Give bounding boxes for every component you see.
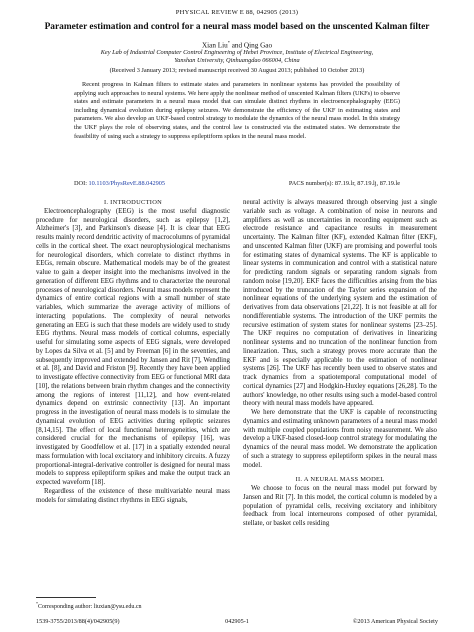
doi-link[interactable]: 10.1103/PhysRevE.88.042905 — [88, 180, 166, 187]
section-heading-introduction: I. INTRODUCTION — [103, 199, 163, 206]
author-first: Xian Liu — [201, 41, 228, 50]
author-rest: and Qing Gao — [229, 41, 273, 50]
footer-page-number: 042905-1 — [225, 618, 249, 625]
doi-block — [74, 180, 165, 188]
doi-label: DOI: — [74, 180, 89, 187]
paper-title: Parameter estimation and control for a neural mass model based on the unscented Kalman filter — [44, 22, 430, 32]
footer-copyright: ©2013 American Physical Society — [352, 618, 438, 625]
right-column — [243, 199, 437, 529]
affiliation-line-2: Yanshan University, Qinhuangdao 066004, China — [174, 57, 300, 64]
body-paragraph: Electroencephalography (EEG) is the most useful diagnostic procedure for neurological disorders, such as epilepsy [1,2], Alzheimer's [3], and Parkinson's disease [4]. It is clear that EEG results mainly record dendritic activity of macrocolumns of pyramidal cells in the cortical sheet. The exact neurophysiological mechanisms for neurological disorders, which correlate to distinct rhythms in EEGs, remain obscure. Mathematical models may be of the greatest value to gain a deeper insight into the mechanisms involved in the generation of different EEG rhythms and to characterize the neuronal processes of neurological disorders. Neural mass models represent the dynamics of entire cortical regions with a small number of state variables, which summarize the average activity of millions of interacting populations. The complexity of neural networks generating an EEG is such that these models are widely used to study EEG rhythms. Neural mass models of cortical columns, especially useful for simulating some aspects of EEG signals, were developed by Lopes da Silva et al. [5] and by Freeman [6] in the seventies, and subsequently improved and extended by Jansen and Rit [7], Wendling et al. [8], and David and Friston [9]. Recently they have been applied to investigate effective connectivity from EEG or functional MRI data [10], the relations between brain rhythm changes and the connectivity among the regions of interest [11,12], and how event-related dynamics depend on extrinsic connectivity [13]. An important progress in the investigation of neural mass models is to simulate the dynamical evolution of EEG activities during epileptic seizures [8,14,15]. The effect of local functional heterogeneities, which are considered crucial for the mechanisms of epilepsy [16], was investigated by Goodfellow et al. [17] in a spatially extended neural mass formulation with local excitatory and inhibitory circuits. A fuzzy proportional-integral-derivative controller is designed for neural mass models to suppress epileptiform spikes and make the output track an expected waveform [18]. — [36, 207, 230, 486]
footnote-text: Corresponding author: liuxian@ysu.edu.cn — [38, 604, 142, 610]
footer-issn: 1539-3755/2013/88(4)/042905(9) — [36, 618, 120, 625]
section-heading-neural-mass-model: II. A NEURAL MASS MODEL — [295, 476, 385, 484]
pacs-numbers: PACS number(s): 87.19.lr, 87.19.lj, 87.19.le — [288, 180, 400, 187]
body-paragraph: We choose to focus on the neural mass model put forward by Jansen and Rit [7]. In this model, the cortical column is modeled by a population of pyramidal cells, receiving excitatory and inhibitory feedback from local interneurons composed of other pyramidal, stellate, or basket cells residing — [243, 485, 437, 527]
footnote — [36, 600, 142, 611]
abstract: Recent progress in Kalman filters to estimate states and parameters in nonlinear systems has provided the possibility of applying such approaches to neural systems. We here apply the nonlinear method of unscented Kalman filters (UKFs) to observe states and estimate parameters in a neural mass model that can simulate distinct rhythms in electroencephalography (EEG) including dynamical evolution during epilepsy seizures. We demonstrate the efficiency of the UKF in estimating states and parameters. We also develop an UKF-based control strategy to modulate the dynamics of the neural mass model. In this strategy the UKF plays the role of observing states, and the control law is constructed via the estimated states. We demonstrate the feasibility of using such a strategy to suppress epileptiform spikes in the neural mass model. — [74, 81, 400, 140]
received-dates: (Received 3 January 2013; revised manuscript received 30 August 2013; published 10 October 2013) — [109, 67, 365, 74]
body-paragraph: neural activity is always measured through observing just a single variable such as voltage. A combination of noise in neurons and amplifiers as well as uncertainties in recording equipment such as electrode resistance and capacitance results in measurement uncertainty. The Kalman filter (KF), extended Kalman filter (EKF), and unscented Kalman filter (UKF) are promising and powerful tools for estimating states of dynamical systems. The KF is applicable to linear systems in communication and control with a statistical nature for predicting random signals or separating random signals from random noise [19,20]. EKF faces the difficulties arising from the bias introduced by the truncation of the Taylor series expansion of the nonlinear equations of the underlying system and the estimation of derivatives from data observations [21,22]. It is not feasible at all for nondifferentiable systems. The introduction of the UKF permits the recursive estimation of system states for nonlinear systems [23–25]. The UKF requires no computation of derivatives in linearizing nonlinear systems and no truncation of the nonlinear function from linearization. Thus, such a strategy proves more accurate than the EKF and is especially applicable to the estimation of nonlinear systems [26]. The UKF has recently been used to observe states and track dynamics from a spatiotemporal computational model of cortical dynamics [27] and Hodgkin-Huxley equations [26,28]. To the authors' knowledge, no other results using such a model-based control theory with neural mass models have appeared. — [243, 199, 437, 408]
body-paragraph: Regardless of the existence of these multivariable neural mass models for simulating distinct rhythms in EEG signals, — [36, 487, 230, 504]
affiliation-line-1: Key Lab of Industrial Computer Control Engineering of Hebei Province, Institute of Electrical Engineering, — [100, 49, 374, 56]
left-column — [36, 199, 230, 505]
author-footnote-mark: * — [227, 40, 230, 45]
running-head: PHYSICAL REVIEW E 88, 042905 (2013) — [175, 9, 299, 16]
footnote-divider — [36, 597, 96, 598]
affiliation — [20, 49, 454, 65]
body-paragraph: We here demonstrate that the UKF is capable of reconstructing dynamics and estimating unknown parameters of a neural mass model with multiple coupled populations from noisy measurement. We also develop a UKF-based closed-loop control strategy for modulating the dynamics of the neural mass model. We demonstrate the application of such a strategy to suppress epileptiform spikes in the neural mass model. — [243, 409, 437, 469]
footnote-mark: * — [36, 601, 38, 606]
